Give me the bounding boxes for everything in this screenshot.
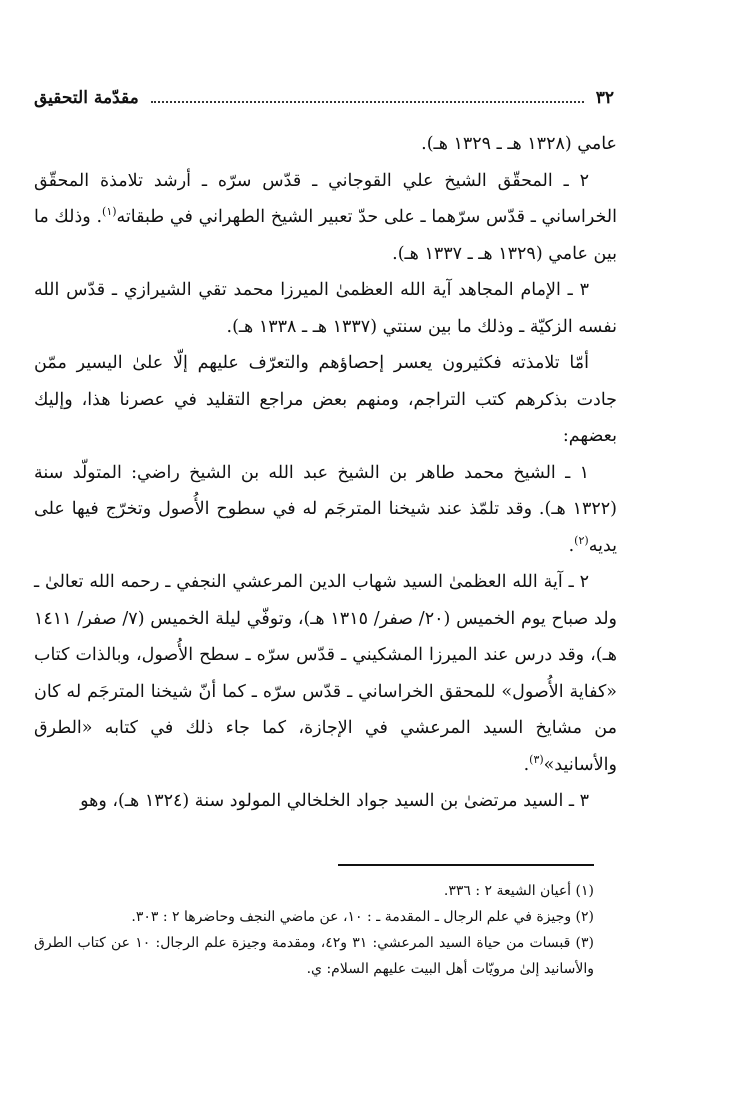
paragraph-3: ٣ ـ الإمام المجاهد آية الله العظمىٰ الميرزا محمد تقي الشيرازي ـ قدّس الله نفسه الزكيّة ـ وذلك ما بين سنتي (١٣٣٧ هـ ـ ١٣٣٨ هـ). — [34, 280, 617, 337]
footnotes — [34, 878, 594, 982]
paragraph-2 — [34, 163, 617, 273]
paragraph-5-text-a: ١ ـ الشيخ محمد طاهر بن الشيخ عبد الله بن الشيخ راضي: المتولّد سنة (١٣٢٢ هـ). وقد تلمّذ عند شيخنا المترجَم له في سطوح الأُصول وتخرّج فيها على يديه — [34, 462, 617, 556]
paragraph-4: أمّا تلامذته فكثيرون يعسر إحصاؤهم والتعرّف عليهم إلّا علىٰ اليسير ممّن جادت بذكرهم كتب التراجم، ومنهم بعض مراجع التقليد في عصرنا هذا، وإليك بعضهم: — [34, 353, 617, 446]
dotted-leader — [151, 101, 584, 103]
main-text — [34, 126, 617, 820]
paragraph-1: عامي (١٣٢٨ هـ ـ ١٣٢٩ هـ). — [421, 134, 617, 154]
paragraph-7: ٣ ـ السيد مرتضىٰ بن السيد جواد الخلخالي المولود سنة (١٣٢٤ هـ)، وهو — [80, 791, 589, 811]
footnote-1: (١) أعيان الشيعة ٢ : ٣٣٦. — [443, 883, 594, 899]
footnote-2: (٢) وجيزة في علم الرجال ـ المقدمة ـ : ١٠، عن ماضي النجف وحاضرها ٢ : ٣٠٣. — [131, 909, 594, 925]
paragraph-2-text-a: ٢ ـ المحقّق الشيخ علي القوجاني ـ قدّس سرّه ـ أرشد تلامذة المحقّق الخراساني ـ قدّس سرّهما ـ على حدّ تعبير الشيخ الطهراني في طبقاته — [34, 170, 617, 227]
paragraph-2-text-b: . وذلك ما بين عامي (١٣٢٩ هـ ـ ١٣٣٧ هـ). — [34, 207, 617, 264]
footnote-separator — [338, 864, 594, 866]
paragraph-6-text-a: ٢ ـ آية الله العظمىٰ السيد شهاب الدين المرعشي النجفي ـ رحمه الله تعالىٰ ـ ولد صباح يوم الخميس (٢٠/ صفر/ ١٣١٥ هـ)، وتوفّي ليلة الخميس (٧/ صفر/ ١٤١١ هـ)، وقد درس عند الميرزا المشكيني ـ قدّس سرّه ـ سطح الأُصول، وبالذات كتاب «كفاية الأُصول» للمحقق الخراساني ـ قدّس سرّه ـ كما أنّ شيخنا المترجَم له كان من مشايخ السيد المرعشي في الإجازة، كما جاء ذلك في كتابه «الطرق والأسانيد» — [34, 572, 618, 775]
paragraph-5 — [34, 455, 617, 565]
paragraph-5-text-b: . — [568, 535, 575, 556]
footnote-ref-2: (٢) — [574, 533, 589, 547]
page-number: ٣٢ — [595, 88, 614, 108]
footnote-ref-1: (١) — [102, 205, 117, 219]
running-title: مقدّمة التحقيق — [34, 88, 139, 108]
footnote-ref-3: (٣) — [529, 752, 544, 766]
footnote-3: (٣) قبسات من حياة السيد المرعشي: ٣١ و٤٢، ومقدمة وجيزة علم الرجال: ١٠ عن كتاب الطرق والأسانيد إلىٰ مرويّات أهل البيت عليهم السلام: ي. — [34, 935, 594, 977]
paragraph-6 — [34, 564, 617, 783]
paragraph-6-text-b: . — [523, 754, 530, 775]
page-header — [34, 82, 614, 108]
